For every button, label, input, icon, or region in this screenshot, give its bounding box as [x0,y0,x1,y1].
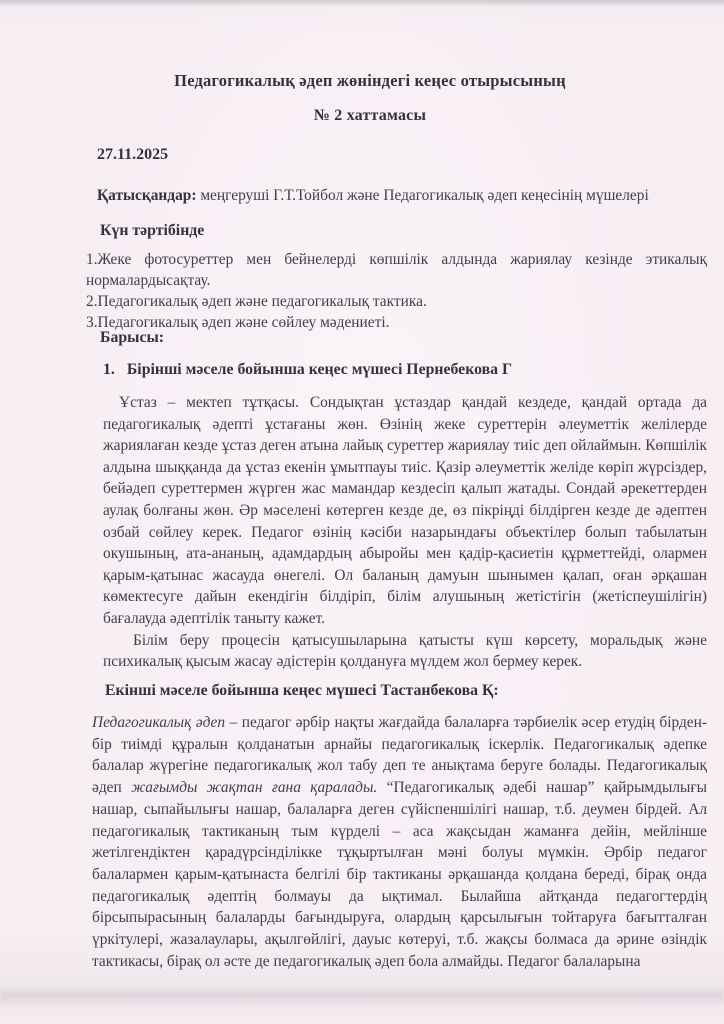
document-title: Педагогикалық әдеп жөніндегі кеңес отырысының [174,71,566,90]
section1-heading [103,361,512,379]
speech-segment: – педагог әрбір нақты жағдайда балаларға тәрбиелік әсер етудің бірден-бір тиімді құралын қолданатын арнайы педагогикалық іскерлік. Педагогикалық әдепке балалар жүрегіне педагогикалық жол табу деп те анықтама беруге болады. Педагогикалық әдеп [92,714,707,797]
participants-value: меңгеруші Г.Т.Тойбол және Педагогикалық әдеп кеңесінің мүшелері [196,187,649,204]
meeting-date: 27.11.2025 [97,146,169,163]
section1-number: 1. [103,361,115,378]
speech-segment: “Педагогикалық әдебі нашар” қайрымдылығы нашар, сыпайылығы нашар, балаларға деген сүйіспеншілігі нашар, т.б. деумен бірдей. Ал педагогикалық тактиканың тым күрделі – аса жақсыдан жаманға дейін, мейлінше жетілгендіктен қарадүрсінділікке тұқыртылған мәні болуы мүмкін. Әрбір педагог балалармен қарым-қатынаста белгілі бір тактиканы әрқашанда қолдана береді, бірақ онда педагогикалық әдептің болмауы да ықтимал. Былайша айтқанда педагогтердің бірсыпырасының балаларды бағындыруға, олардың қарсылығын тойтаруға бағытталған үркітулері, жазалаулары, ақылгөйлігі, дауыс көтеруі, т.б. жақсы болмаса да әрине өзіндік тактикасы, бірақ ол әсте де педагогикалық әдеп бола алмайды. Педагог балаларына [92,779,708,970]
speech-paragraph: Білім беру процесін қатысушыларына қатысты күш көрсету, моральдық және психикалық қысым жасау әдістерін қолдануға мүлдем жол бермеу керек. [103,631,707,671]
agenda-item: 1.Жеке фотосуреттер мен бейнелерді көпшілік алдында жариялау кезінде этикалық нормалардысақтау. [86,251,707,289]
proceedings-heading: Барысы: [100,329,165,346]
section1-heading-text: Бірінші мәселе бойынша кеңес мүшесі Пернебекова Г [126,361,513,378]
participants-line [97,185,707,207]
agenda-item: 2.Педагогикалық әдеп және педагогикалық тактика. [86,292,427,310]
protocol-number: № 2 хаттамасы [313,107,427,124]
scan-top-edge-shadow [0,0,724,7]
speech-paragraph: Ұстаз – мектеп тұтқасы. Сондықтан ұстаздар қандай кездеде, қандай ортада да педагогикалық әдепті ұстағаны жөн. Өзінің жеке суреттерін әлеуметтік желілерде жариялаған кезде ұстаз деген атына лайық суреттер жариялау тиіс деп ойлаймын. Көпшілік алдына шыққанда да ұстаз екенін ұмытпауы тиіс. Қазір әлеуметтік желіде көріп жүрсіздер, бейәдеп суреттермен жүрген жас мамандар кездесіп қалып жатады. Сондай әрекеттерден аулақ болғаны жөн. Әр мәселені көтерген кезде де, өз пікріңді білдірген кезде де әдептен озбай сөйлеу керек. Педагог өзінің кәсіби назарындағы объектілер болып табылатын окушының, ата-ананың, адамдардың абыройы мен қадір-қасиетін құрметтейді, олармен қарым-қатынас жасауда өнегелі. Ол баланың дамуын шынымен қалап, оған әрқашан көмектесуге дайын екендігін білдіріп, білім алушының жетістігін (жетіспеушілігін) бағалауда әдептілік таныту кажет. [103,394,707,627]
agenda-item: 3.Педагогикалық әдеп және сөйлеу мәдениеті. [86,313,390,331]
speech-segment-italic: жағымды жақтан ғана қаралады. [131,779,378,797]
section2-heading: Екінші мәселе бойынша кеңес мүшесі Тастанбекова Қ: [105,682,499,699]
participants-label: Қатысқандар: [97,187,197,204]
speech-segment-italic: Педагогикалық әдеп [92,714,226,731]
scan-bottom-artifact-band [0,985,724,1007]
agenda-list [86,250,707,334]
section1-speech [103,392,707,673]
section2-paragraph [92,712,707,972]
agenda-heading: Күн тәртібінде [100,222,205,239]
